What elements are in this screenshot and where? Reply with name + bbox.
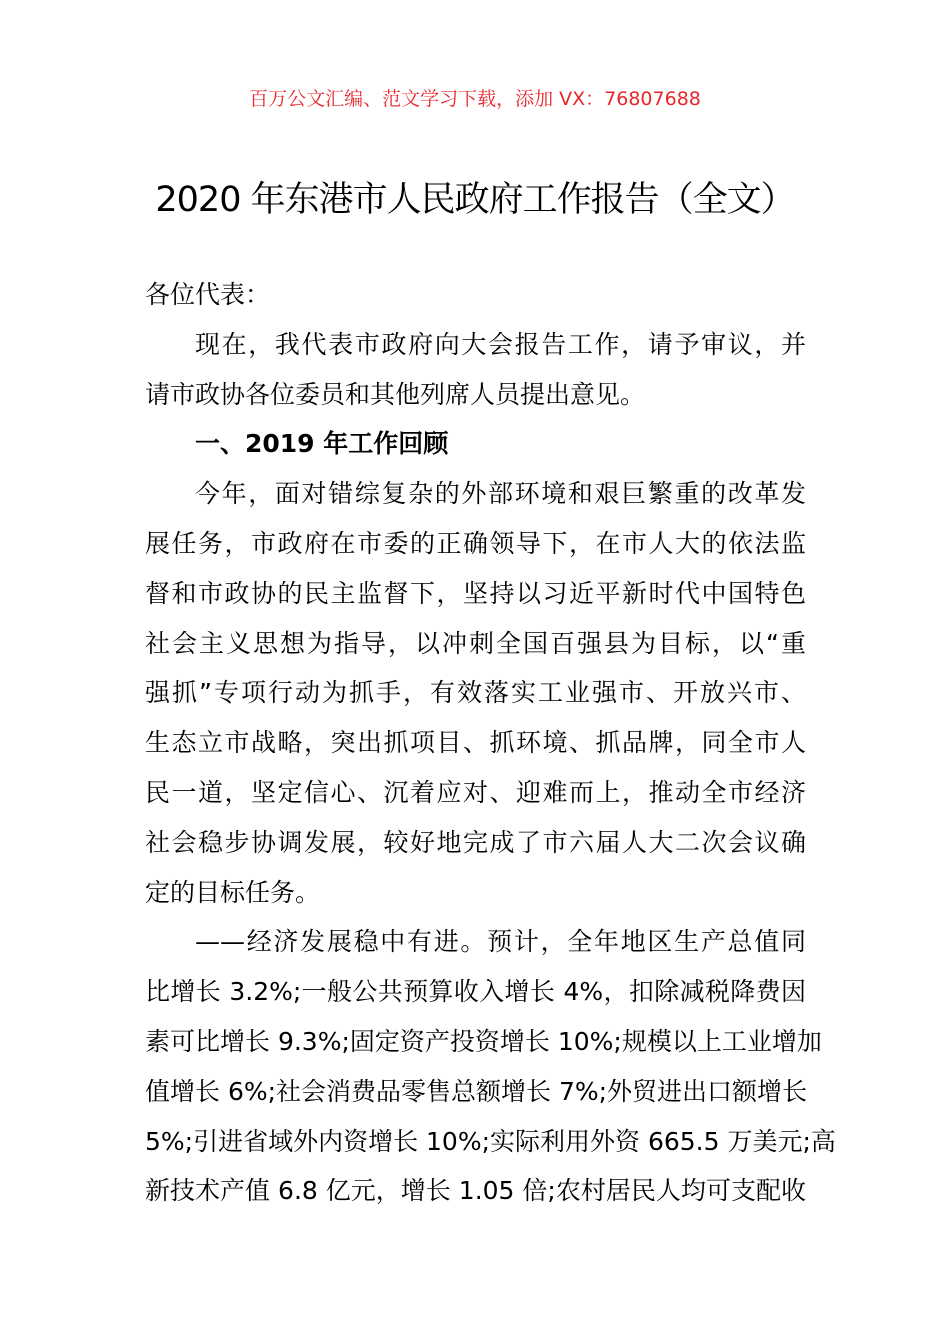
text-line: 强抓”专项行动为抓手，有效落实工业强市、开放兴市、 [145, 678, 806, 708]
text-line: 素可比增长 9.3%;固定资产投资增长 10%;规模以上工业增加 [145, 1026, 822, 1056]
text-line: 生态立市战略，突出抓项目、抓环境、抓品牌，同全市人 [145, 728, 806, 758]
text-line: 督和市政协的民主监督下，坚持以习近平新时代中国特色 [145, 578, 806, 608]
text-line: 一、2019 年工作回顾 [195, 429, 449, 459]
salutation: 各位代表： [145, 280, 271, 309]
text-line: 定的目标任务。 [145, 877, 321, 907]
text-line: 今年，面对错综复杂的外部环境和艰巨繁重的改革发 [195, 479, 806, 509]
text-line: ——经济发展稳中有进。预计，全年地区生产总值同 [195, 927, 806, 957]
text-line: 民一道，坚定信心、沉着应对、迎难而上，推动全市经济 [145, 777, 806, 807]
text-line: 5%;引进省域外内资增长 10%;实际利用外资 665.5 万美元;高 [145, 1126, 836, 1156]
text-line: 新技术产值 6.8 亿元，增长 1.05 倍;农村居民人均可支配收 [145, 1176, 806, 1206]
section-heading [145, 419, 806, 469]
paragraph [145, 917, 836, 1216]
text-line: 比增长 3.2%;一般公共预算收入增长 4%，扣除减税降费因 [145, 977, 806, 1007]
watermark-header: 百万公文汇编、范文学习下载，添加 VX：76807688 [249, 88, 701, 110]
text-line: 社会稳步协调发展，较好地完成了市六届人大二次会议确 [145, 827, 806, 857]
text-line: 值增长 6%;社会消费品零售总额增长 7%;外贸进出口额增长 [145, 1076, 808, 1106]
document-body [145, 270, 836, 1216]
text-line: 社会主义思想为指导，以冲刺全国百强县为目标，以“重 [145, 628, 806, 658]
text-line: 展任务，市政府在市委的正确领导下，在市人大的依法监 [145, 528, 806, 558]
document-title: 2020 年东港市人民政府工作报告（全文） [155, 180, 795, 220]
paragraph [145, 469, 806, 917]
text-line: 现在，我代表市政府向大会报告工作，请予审议，并 [195, 329, 806, 359]
text-line: 请市政协各位委员和其他列席人员提出意见。 [145, 379, 646, 409]
paragraph [145, 320, 806, 420]
